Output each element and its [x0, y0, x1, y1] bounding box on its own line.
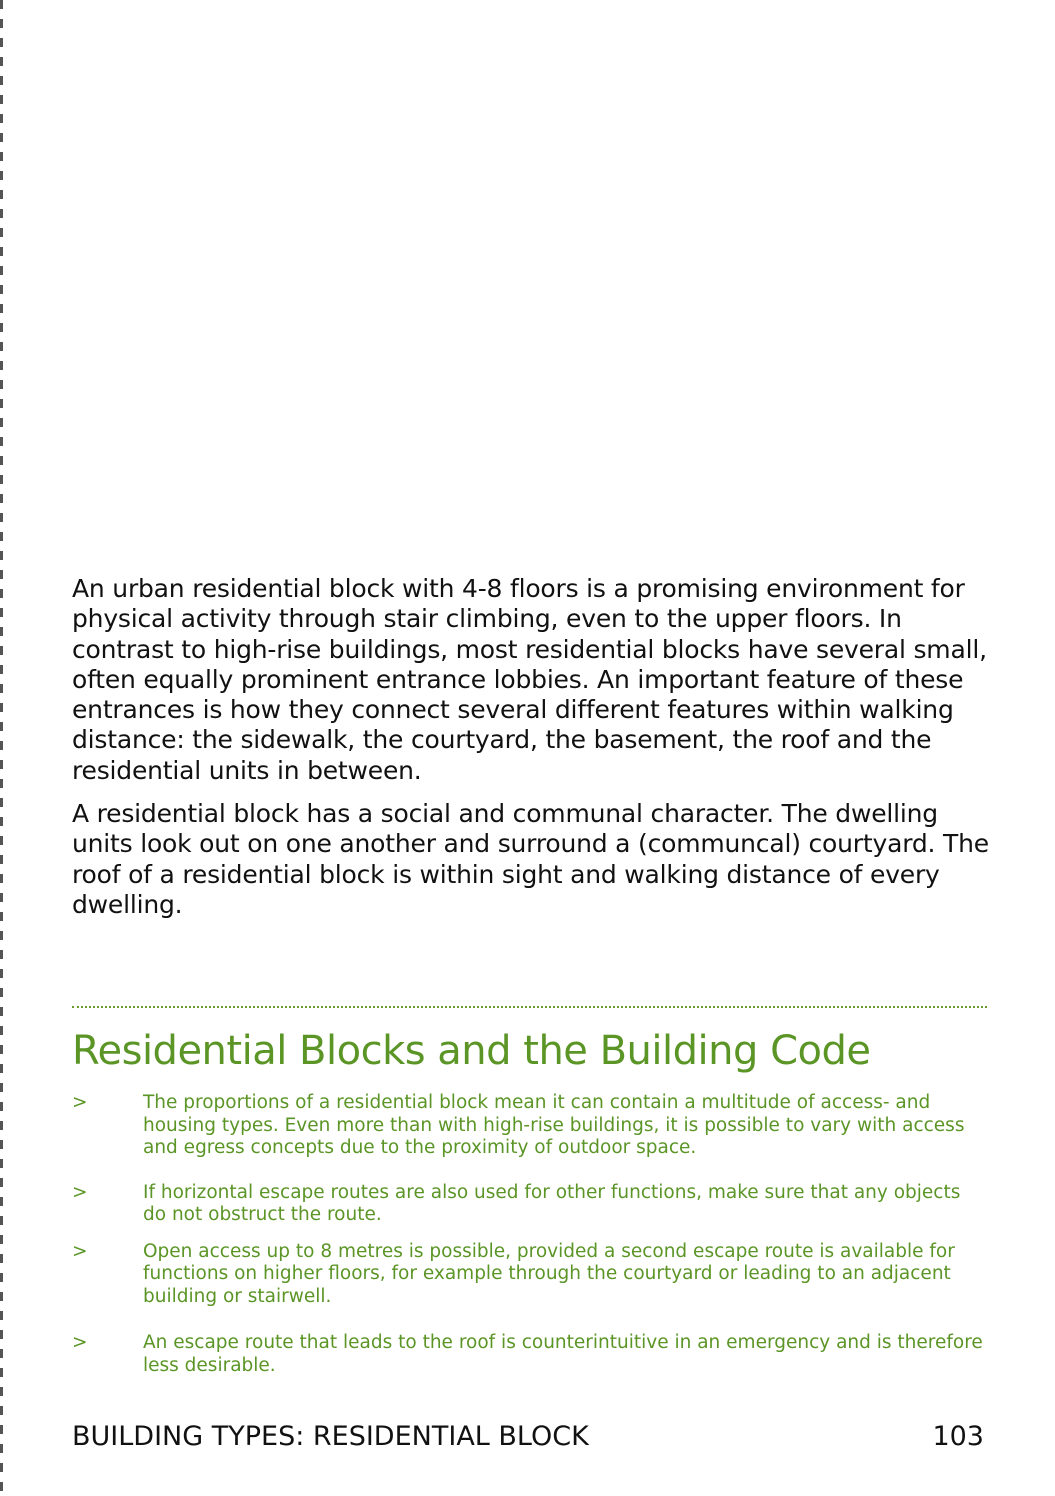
running-head: BUILDING TYPES: RESIDENTIAL BLOCK [72, 1421, 589, 1452]
intro-paragraph: A residential block has a social and communal character. The dwelling units look out on one another and surround a (communcal) courtyard. The roof of a residential block is within sight and walking distance of every dwelling. [72, 799, 989, 919]
chevron-right-icon: > [72, 1092, 88, 1113]
list-item-text: An escape route that leads to the roof is counterintuitive in an emergency and is therefore less desirable. [143, 1332, 983, 1376]
list-item-text: Open access up to 8 metres is possible, provided a second escape route is available for functions on higher floors, for example through the courtyard or leading to an adjacent building or stairwell. [143, 1240, 955, 1307]
page-footer [72, 1420, 984, 1454]
list-item [72, 1332, 987, 1377]
list-item-text: The proportions of a residential block mean it can contain a multitude of access- and housing types. Even more than with high-rise buildings, it is possible to vary with access and egress concepts due to the proximity of outdoor space. [143, 1092, 965, 1158]
list-item [72, 1092, 987, 1160]
section-title: Residential Blocks and the Building Code [72, 1028, 871, 1074]
intro-text [72, 574, 1002, 933]
page-number: 103 [932, 1421, 984, 1452]
page-edge-marks [0, 0, 3, 1496]
chevron-right-icon: > [72, 1332, 88, 1353]
building-code-list [72, 1092, 987, 1377]
chevron-right-icon: > [72, 1240, 88, 1262]
list-item [72, 1182, 987, 1227]
intro-paragraph: An urban residential block with 4-8 floors is a promising environment for physical activity through stair climbing, even to the upper floors. In contrast to high-rise buildings, most residential blocks have several small, often equally prominent entrance lobbies. An important feature of these entrances is how they connect several different features within walking distance: the sidewalk, the courtyard, the basement, the roof and the residential units in between. [72, 574, 987, 785]
list-item [72, 1241, 987, 1309]
list-item-text: If horizontal escape routes are also used for other functions, make sure that any objects do not obstruct the route. [143, 1181, 961, 1225]
dotted-divider [72, 1006, 987, 1008]
chevron-right-icon: > [72, 1181, 88, 1203]
